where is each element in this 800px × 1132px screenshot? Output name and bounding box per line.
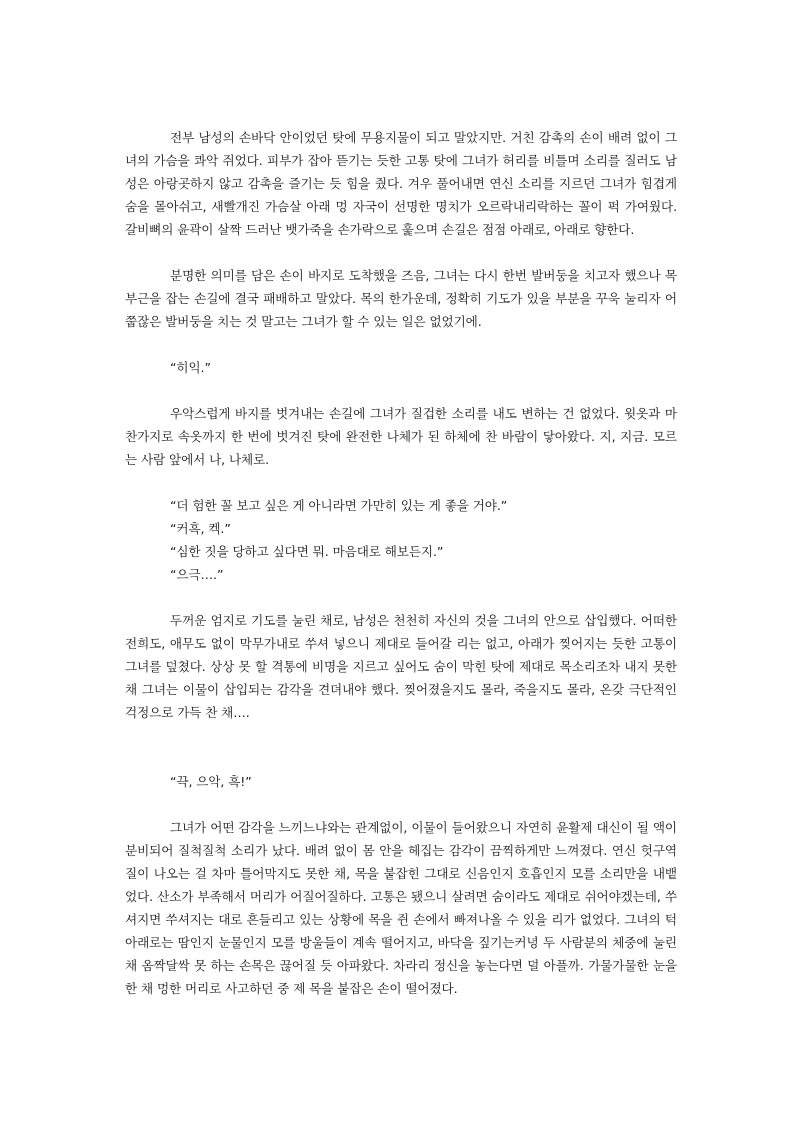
- dialogue-line: “심한 짓을 당하고 싶다면 뭐. 마음대로 해보든지.”: [170, 544, 444, 559]
- paragraph-1: 전부 남성의 손바닥 안이었던 탓에 무용지물이 되고 말았지만. 거친 감촉의 손이 배려 없이 그녀의 가슴을 콰악 쥐었다. 피부가 잡아 뜯기는 듯한 고통 탓에 그녀가 허리를 비틀며 소리를 질러도 남성은 아랑곳하지 않고 감촉을 즐기는 듯 힘을 줬다. 겨우 풀어내면 연신 소리를 지르던 그녀가 힘겹게 숨을 몰아쉬고, 새빨개진 가슴살 아래 멍 자국이 선명한 명치가 오르락내리락하는 꼴이 퍽 가여웠다. 갈비뼈의 윤곽이 살짝 드러난 뱃가죽을 손가락으로 훑으며 손길은 점점 아래로, 아래로 향한다.: [125, 130, 677, 237]
- dialogue-block: [125, 494, 677, 586]
- section-gap: [125, 747, 677, 770]
- paragraph-5: 그녀가 어떤 감각을 느끼느냐와는 관계없이, 이물이 들어왔으니 자연히 윤활제 대신이 될 액이 분비되어 질척질척 소리가 났다. 배려 없이 몸 안을 헤집는 감각이 끔찍하게만 느껴졌다. 연신 헛구역질이 나오는 걸 차마 틀어막지도 못한 채, 목을 붙잡힌 그대로 신음인지 호흡인지 모를 소리만을 내뱉었다. 산소가 부족해서 머리가 어질어질하다. 고통은 됐으니 살려면 숨이라도 제대로 쉬어야겠는데, 쑤셔지면 쑤셔지는 대로 흔들리고 있는 상황에 목을 쥔 손에서 빠져나올 수 있을 리가 없었다. 그녀의 턱 아래로는 땀인지 눈물인지 모를 방울들이 계속 떨어지고, 바닥을 짚기는커녕 두 사람분의 체중에 눌린 채 옴짝달싹 못 하는 손목은 끊어질 듯 아파왔다. 차라리 정신을 놓는다면 덜 아플까. 가물가물한 눈을 한 채 멍한 머리로 사고하던 중 제 목을 붙잡은 손이 떨어졌다.: [125, 820, 677, 996]
- dialogue-line: “커흑, 켁.”: [170, 521, 231, 536]
- dialogue-line-scream: “끅, 으악, 흑!”: [170, 774, 252, 789]
- paragraph-3: 우악스럽게 바지를 벗겨내는 손길에 그녀가 질겁한 소리를 내도 변하는 건 없었다. 윗옷과 마찬가지로 속옷까지 한 번에 벗겨진 탓에 완전한 나체가 된 하체에 찬 바람이 닿아왔다. 지, 지금. 모르는 사람 앞에서 나, 나체로.: [125, 406, 677, 467]
- dialogue-line: “더 험한 꼴 보고 싶은 게 아니라면 가만히 있는 게 좋을 거야.”: [170, 498, 508, 513]
- dialogue-line-gasp: “히익.”: [170, 360, 211, 375]
- paragraph-4: 두꺼운 엄지로 기도를 눌린 채로, 남성은 천천히 자신의 것을 그녀의 안으로 삽입했다. 어떠한 전희도, 애무도 없이 막무가내로 쑤셔 넣으니 제대로 들어갈 리는 없고, 아래가 찢어지는 듯한 고통이 그녀를 덮쳤다. 상상 못 할 격통에 비명을 지르고 싶어도 숨이 막힌 탓에 제대로 목소리조차 내지 못한 채 그녀는 이물이 삽입되는 감각을 견뎌내야 했다. 찢어졌을지도 몰라, 죽을지도 몰라, 온갖 극단적인 걱정으로 가득 찬 채….: [125, 613, 677, 720]
- document-body: [125, 126, 677, 1023]
- paragraph-2: 분명한 의미를 담은 손이 바지로 도착했을 즈음, 그녀는 다시 한번 발버둥을 치고자 했으나 목 부근을 잡는 손길에 결국 패배하고 말았다. 목의 한가운데, 정확히 기도가 있을 부분을 꾸욱 눌리자 어쭙잖은 발버둥을 치는 것 말고는 그녀가 할 수 있는 일은 없었기에.: [125, 268, 677, 329]
- dialogue-line: “으극….”: [170, 567, 224, 582]
